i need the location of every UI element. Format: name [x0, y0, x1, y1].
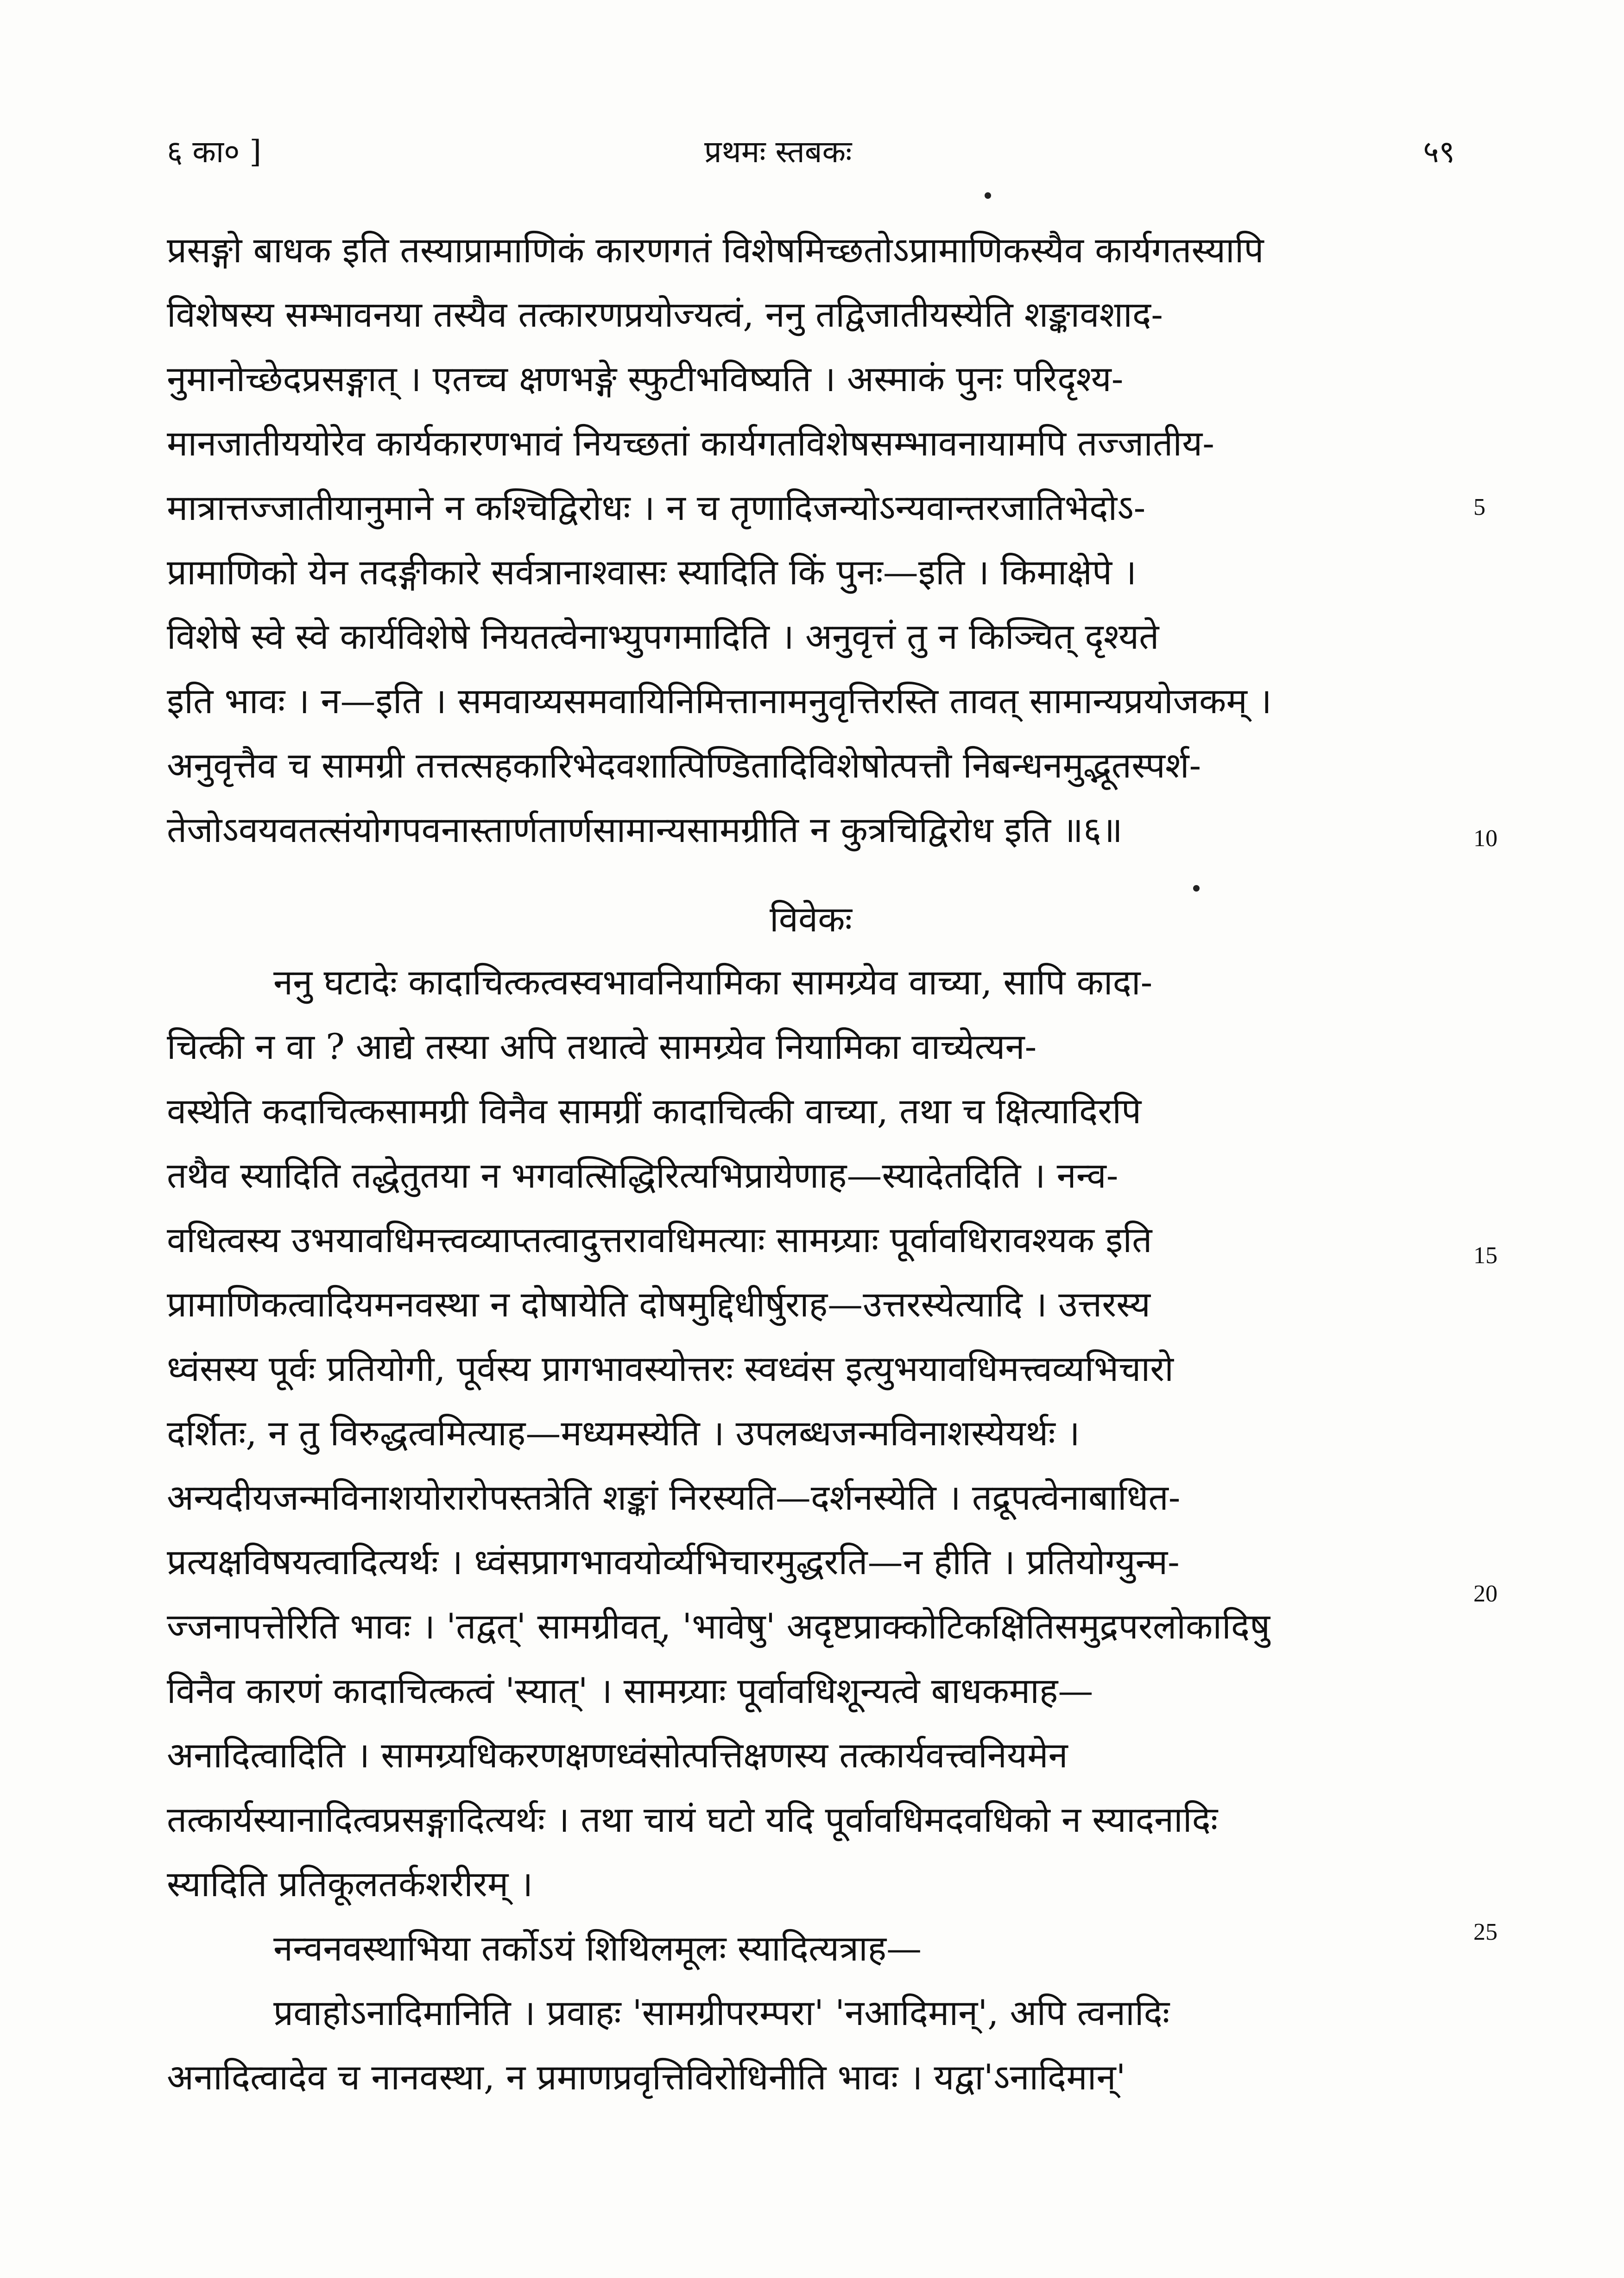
- text-line: मानजातीययोरेव कार्यकारणभावं नियच्छतां कार्यगतविशेषसम्भावनायामपि तज्जातीय-: [167, 423, 1214, 464]
- page-number: ५९: [1423, 134, 1455, 170]
- text-line: अनादित्वादेव च नानवस्था, न प्रमाणप्रवृत्तिविरोधिनीति भावः । यद्वा'ऽनादिमान्': [167, 2057, 1126, 2098]
- main-text-block: [167, 218, 1455, 862]
- commentary-text-block: [167, 950, 1455, 2109]
- line-number-15: 15: [1473, 1242, 1498, 1269]
- text-line: अनादित्वादिति । सामग्र्यधिकरणक्षणध्वंसोत्पत्तिक्षणस्य तत्कार्यवत्त्वनियमेन: [167, 1734, 1068, 1776]
- text-line: ननु घटादेः कादाचित्कत्वस्वभावनियामिका सामग्र्येव वाच्या, सापि कादा-: [273, 962, 1153, 1003]
- line-number-5: 5: [1473, 494, 1485, 520]
- text-line: मात्रात्तज्जातीयानुमाने न कश्चिद्विरोधः । न च तृणादिजन्योऽन्यवान्तरजातिभेदोऽ-: [167, 487, 1146, 528]
- text-line: इति भावः । न—इति । समवाय्यसमवायिनिमित्तानामनुवृत्तिरस्ति तावत् सामान्यप्रयोजकम् ।: [167, 680, 1272, 721]
- text-line: विशेषे स्वे स्वे कार्यविशेषे नियतत्वेनाभ्युपगमादिति । अनुवृत्तं तु न किञ्चित् दृश्यते: [167, 616, 1159, 657]
- text-line: अन्यदीयजन्मविनाशयोरारोपस्तत्रेति शङ्कां निरस्यति—दर्शनस्येति । तद्रूपत्वेनाबाधित-: [167, 1477, 1181, 1518]
- section-heading: विवेकः: [770, 899, 852, 940]
- text-line: तेजोऽवयवतत्संयोगपवनास्तार्णतार्णसामान्यसामग्रीति न कुत्रचिद्विरोध इति ॥६॥: [167, 809, 1123, 850]
- text-line: प्रामाणिको येन तदङ्गीकारे सर्वत्रानाश्वासः स्यादिति किं पुनः—इति । किमाक्षेपे ।: [167, 551, 1137, 593]
- text-line: वस्थेति कदाचित्कसामग्री विनैव सामग्रीं कादाचित्की वाच्या, तथा च क्षित्यादिरपि: [167, 1090, 1142, 1132]
- line-number-20: 20: [1473, 1581, 1498, 1607]
- text-line: नुमानोच्छेदप्रसङ्गात् । एतच्च क्षणभङ्गे स्फुटीभविष्यति । अस्माकं पुनः परिदृश्य-: [167, 358, 1124, 399]
- text-line: स्यादिति प्रतिकूलतर्कशरीरम् ।: [167, 1863, 533, 1905]
- header-section-ref: ६ का० ]: [167, 134, 262, 170]
- text-line: विनैव कारणं कादाचित्कत्वं 'स्यात्' । सामग्र्याः पूर्वावधिशून्यत्वे बाधकमाह—: [167, 1670, 1093, 1711]
- text-line: अनुवृत्तैव च सामग्री तत्तत्सहकारिभेदवशात्पिण्डितादिविशेषोत्पत्तौ निबन्धनमुद्भूतस्पर्श-: [167, 745, 1201, 786]
- print-dot-mark: [1193, 885, 1200, 892]
- text-line: दर्शितः, न तु विरुद्धत्वमित्याह—मध्यमस्येति । उपलब्धजन्मविनाशस्येयर्थः ।: [167, 1412, 1080, 1454]
- text-line: विशेषस्य सम्भावनया तस्यैव तत्कारणप्रयोज्यत्वं, ननु तद्विजातीयस्येति शङ्कावशाद-: [167, 294, 1163, 335]
- line-number-25: 25: [1473, 1919, 1498, 1945]
- print-dot-mark: [985, 192, 991, 199]
- text-line: तत्कार्यस्यानादित्वप्रसङ्गादित्यर्थः । तथा चायं घटो यदि पूर्वावधिमदवधिको न स्यादनादिः: [167, 1799, 1218, 1840]
- text-line: प्रामाणिकत्वादियमनवस्था न दोषायेति दोषमुद्दिधीर्षुराह—उत्तरस्येत्यादि । उत्तरस्य: [167, 1284, 1150, 1325]
- text-line: तथैव स्यादिति तद्धेतुतया न भगवत्सिद्धिरित्यभिप्रायेणाह—स्यादेतदिति । नन्व-: [167, 1155, 1118, 1196]
- header-chapter-title: प्रथमः स्तबकः: [704, 134, 852, 170]
- page-header: [167, 130, 1455, 185]
- text-line: प्रवाहोऽनादिमानिति । प्रवाहः 'सामग्रीपरम्परा' 'नआदिमान्', अपि त्वनादिः: [273, 1992, 1170, 2033]
- text-line: नन्वनवस्थाभिया तर्कोऽयं शिथिलमूलः स्यादित्यत्राह—: [273, 1928, 922, 1969]
- text-line: ज्जनापत्तेरिति भावः । 'तद्वत्' सामग्रीवत्, 'भावेषु' अदृष्टप्राक्कोटिकक्षितिसमुद्रपरलोकादिषु: [167, 1606, 1270, 1647]
- text-line: प्रत्यक्षविषयत्वादित्यर्थः । ध्वंसप्रागभावयोर्व्यभिचारमुद्धरति—न हीति । प्रतियोग्युन्म-: [167, 1541, 1180, 1582]
- text-line: ध्वंसस्य पूर्वः प्रतियोगी, पूर्वस्य प्रागभावस्योत्तरः स्वध्वंस इत्युभयावधिमत्त्वव्यभिचारो: [167, 1348, 1174, 1389]
- text-line: वधित्वस्य उभयावधिमत्त्वव्याप्तत्वादुत्तरावधिमत्याः सामग्र्याः पूर्वावधिरावश्यक इति: [167, 1219, 1152, 1260]
- text-line: प्रसङ्गो बाधक इति तस्याप्रामाणिकं कारणगतं विशेषमिच्छतोऽप्रामाणिकस्यैव कार्यगतस्यापि: [167, 229, 1264, 271]
- line-number-10: 10: [1473, 825, 1498, 852]
- text-line: चित्की न वा ? आद्ये तस्या अपि तथात्वे सामग्र्येव नियामिका वाच्येत्यन-: [167, 1026, 1037, 1067]
